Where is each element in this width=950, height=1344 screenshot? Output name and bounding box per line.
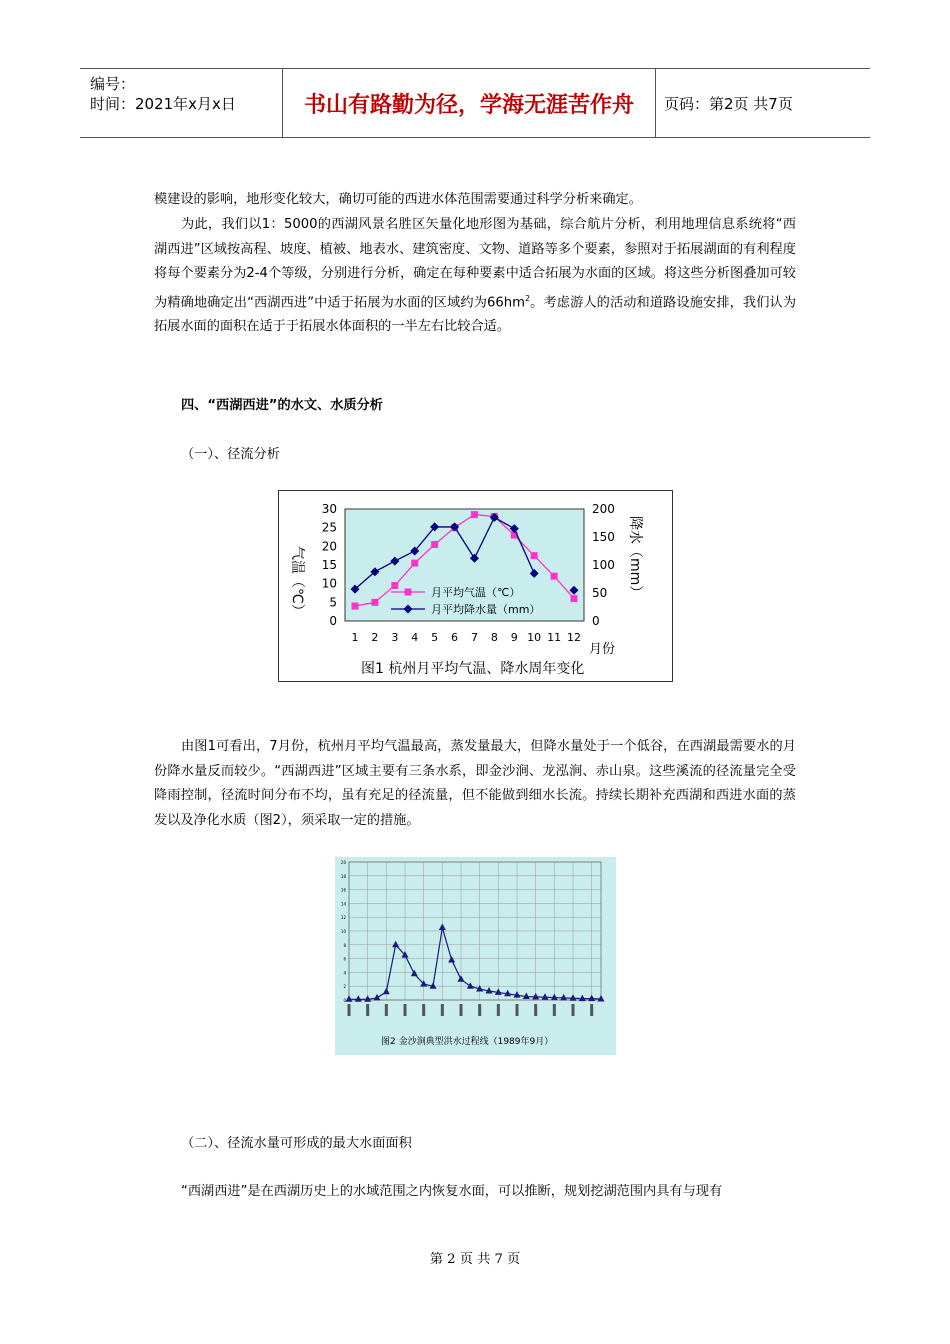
temperature-marker (471, 511, 478, 518)
temperature-marker (431, 541, 438, 548)
x-tick-label: 3 (391, 631, 399, 644)
y-tick-label: 30 (321, 502, 337, 516)
x-tick-label (516, 1004, 519, 1016)
flow-marker (458, 975, 465, 982)
paragraph-2 (154, 213, 796, 340)
y-axis-label: 气温（℃） (289, 546, 305, 618)
temperature-marker (531, 552, 538, 559)
x-tick-label: 10 (527, 631, 542, 644)
subsection-1: （一）、径流分析 (181, 447, 280, 462)
flow-marker (570, 994, 577, 1001)
paragraph-2-end: 。考虑游人的活动和道路设施安排，我们认为拓展水面的面积在适于于拓展水体面积的一半左右比较合适。 (154, 294, 797, 335)
y2-tick-label: 200 (592, 502, 615, 516)
x-tick-label: 6 (451, 631, 459, 644)
x-tick-label (534, 1004, 537, 1016)
section-heading: 四、“西湖西进”的水文、水质分析 (181, 398, 383, 413)
x-tick-label (590, 1004, 593, 1016)
y-tick-label: 8 (343, 942, 346, 948)
y2-tick-label: 100 (592, 558, 615, 572)
flow-marker (346, 995, 353, 1002)
y-tick-label: 16 (340, 887, 346, 893)
time-label: 时间：2021年x月x日 (90, 95, 236, 113)
legend-label-0: 月平均气温（℃） (431, 586, 521, 599)
flow-marker (383, 988, 390, 995)
temperature-marker (551, 573, 558, 580)
flow-marker (551, 994, 558, 1001)
x-tick-label (460, 1004, 463, 1016)
y2-axis-label: 降水（mm） (627, 516, 643, 600)
paragraph-2-text: 为此，我们以1：5000的西湖风景名胜区矢量化地形图为基础，综合航片分析，利用地理信息系统将“西湖西进”区域按高程、坡度、植被、地表水、建筑密度、文物、道路等多个要素，参照对于拓展湖面的有利程度将每个要素分为2-4个等级，分别进行分析，确定在每种要素中适合拓展为水面的区域。将这些分析图叠加可较为精确地确定出“西湖西进”中适于拓展为水面的区域约为66hm (154, 217, 796, 310)
x-tick-label (441, 1004, 444, 1016)
y-tick-label: 2 (343, 984, 346, 990)
x-tick-label (385, 1004, 388, 1016)
superscript: 2 (524, 293, 531, 303)
flow-marker (355, 995, 362, 1002)
y-tick-label: 6 (343, 956, 346, 962)
temperature-marker (352, 603, 359, 610)
y2-tick-label: 0 (592, 614, 600, 628)
y2-tick-label: 50 (592, 586, 608, 600)
x-tick-label: 8 (490, 631, 498, 644)
figure-2 (335, 857, 616, 1055)
x-tick-label: 4 (411, 631, 419, 644)
figure-2-chart (335, 857, 616, 1055)
x-tick-label (553, 1004, 556, 1016)
flow-marker (542, 993, 549, 1000)
flow-marker (374, 994, 381, 1001)
x-tick-label (348, 1004, 351, 1016)
flow-marker (392, 941, 399, 948)
temperature-marker (391, 582, 398, 589)
x-tick-label: 5 (431, 631, 439, 644)
y-tick-label: 0 (329, 614, 337, 628)
x-tick-label (572, 1004, 575, 1016)
flow-marker (588, 995, 595, 1002)
y-tick-label: 20 (340, 860, 346, 865)
subsection-2: （二）、径流水量可形成的最大水面面积 (181, 1136, 412, 1151)
page-indicator: 页码：第2页 共7页 (664, 94, 793, 113)
flow-marker (467, 982, 474, 989)
temperature-marker (571, 595, 578, 602)
figure-1 (278, 490, 673, 682)
y2-tick-label: 150 (592, 530, 615, 544)
paragraph-3: 由图1可看出，7月份，杭州月平均气温最高，蒸发量最大，但降水量处于一个低谷，在西湖最需要水的月份降水量反而较少。“西湖西进”区域主要有三条水系，即金沙涧、龙泓涧、赤山泉。这些溪流的径流量完全受降雨控制，径流时间分布不均，虽有充足的径流量，但不能做到细水长流。持续长期补充西湖和西进水面的蒸发以及净化水质（图2），须采取一定的措施。 (154, 739, 796, 828)
x-tick-label (478, 1004, 481, 1016)
flow-marker (411, 970, 418, 977)
x-tick-label: 2 (371, 631, 379, 644)
paragraph-4: “西湖西进”是在西湖历史上的水域范围之内恢复水面，可以推断，规划挖湖范围内具有与现有 (181, 1184, 723, 1199)
y-tick-label: 4 (343, 970, 346, 976)
x-tick-label (422, 1004, 425, 1016)
y-tick-label: 18 (340, 873, 346, 879)
temperature-marker (411, 560, 418, 567)
legend-label-1: 月平均降水量（mm） (431, 603, 541, 616)
number-label: 编号： (90, 75, 136, 93)
x-tick-label (366, 1004, 369, 1016)
flow-marker (598, 995, 605, 1002)
paragraph-1: 模建设的影响，地形变化较大，确切可能的西进水体范围需要通过科学分析来确定。 (154, 192, 642, 207)
x-tick-label (497, 1004, 500, 1016)
x-axis-label: 月份 (589, 642, 616, 657)
page-header (80, 68, 870, 138)
x-tick-label: 12 (567, 631, 581, 644)
flow-line (349, 928, 601, 1000)
figure-2-caption: 图2 金沙涧典型洪水过程线（1989年9月） (381, 1037, 554, 1047)
x-tick-label: 11 (547, 631, 562, 644)
x-tick-label: 9 (510, 631, 518, 644)
x-tick-label: 1 (351, 631, 359, 644)
y-tick-label: 12 (340, 915, 346, 921)
figure-1-chart (279, 491, 672, 681)
flow-marker (560, 994, 567, 1001)
y-tick-label: 5 (329, 595, 337, 610)
temperature-marker (371, 599, 378, 606)
flow-marker (532, 993, 539, 1000)
header-motto (283, 69, 656, 137)
y-tick-label: 14 (340, 901, 346, 907)
y-tick-label: 15 (321, 558, 337, 572)
figure-1-caption: 图1 杭州月平均气温、降水周年变化 (361, 661, 585, 677)
flow-marker (579, 995, 586, 1002)
y-tick-label: 20 (321, 539, 337, 554)
y-tick-label: 10 (340, 929, 346, 934)
y-tick-label: 10 (321, 576, 337, 591)
y-tick-label: 25 (321, 520, 337, 535)
legend-marker-0 (405, 589, 412, 596)
x-tick-label: 7 (470, 631, 478, 644)
motto-text: 书山有路勤为径，学海无涯苦作舟 (303, 92, 634, 118)
y-tick-label: 0 (343, 998, 346, 1003)
flow-marker (439, 924, 446, 931)
flow-marker (448, 956, 455, 963)
x-tick-label (404, 1004, 407, 1016)
page-footer: 第 2 页 共 7 页 (429, 1252, 521, 1267)
header-meta (80, 69, 283, 137)
